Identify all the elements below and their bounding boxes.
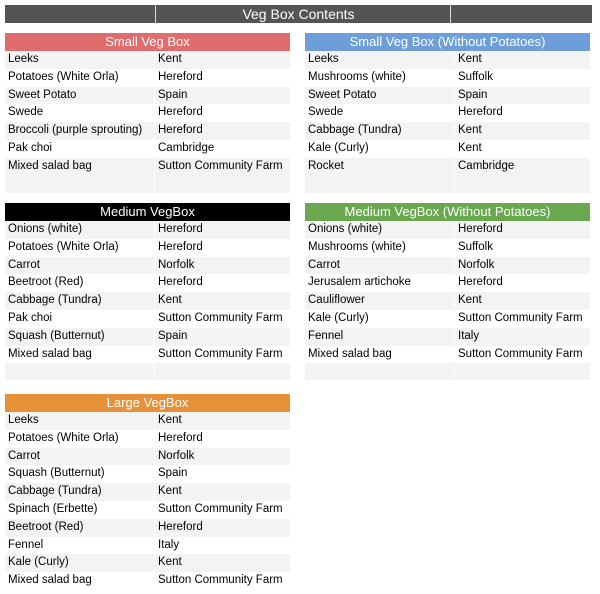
- table-row: [5, 465, 290, 483]
- vegetable-origin: Kent: [158, 294, 182, 307]
- vegetable-name: Mixed salad bag: [8, 347, 92, 360]
- vegetable-name: Kale (Curly): [308, 311, 369, 324]
- table-row: [305, 239, 590, 257]
- vegetable-origin: Kent: [458, 53, 482, 65]
- table-row: [5, 572, 290, 590]
- vegetable-name: Carrot: [8, 258, 40, 271]
- vegetable-name: Squash (Butternut): [8, 467, 105, 480]
- vegetable-origin: Kent: [158, 414, 182, 426]
- table-row: [305, 221, 590, 239]
- table-row: [5, 448, 290, 466]
- vegetable-name: Potatoes (White Orla): [8, 431, 119, 444]
- vegetable-name: Beetroot (Red): [8, 520, 84, 533]
- vegetable-origin: Sutton Community Farm: [158, 159, 283, 172]
- table-row: [5, 274, 290, 292]
- vegetable-name: Onions (white): [8, 223, 83, 235]
- small-veg-box-without-potatoes-table: [305, 33, 590, 193]
- vegetable-origin: Hereford: [158, 70, 203, 83]
- vegetable-origin: Hereford: [158, 276, 203, 289]
- table-row: [5, 122, 290, 140]
- table-row: [5, 483, 290, 501]
- vegetable-name: Sweet Potato: [8, 88, 77, 101]
- vegetable-origin: Hereford: [158, 240, 203, 253]
- vegetable-name: Mixed salad bag: [8, 574, 92, 587]
- vegetable-name: Swede: [308, 106, 344, 119]
- vegetable-name: Jerusalem artichoke: [308, 276, 411, 289]
- table-row: [305, 69, 590, 87]
- table-row: [305, 158, 590, 176]
- vegetable-origin: Sutton Community Farm: [158, 347, 283, 360]
- vegetable-origin: Spain: [458, 88, 488, 101]
- vegetable-name: Cabbage (Tundra): [308, 124, 402, 137]
- vegetable-name: Potatoes (White Orla): [8, 70, 119, 83]
- table-row: [5, 310, 290, 328]
- vegetable-name: Cabbage (Tundra): [8, 485, 102, 498]
- vegetable-origin: Sutton Community Farm: [158, 574, 283, 587]
- vegetable-origin: Kent: [458, 124, 482, 137]
- vegetable-origin: Kent: [158, 485, 182, 498]
- small-veg-box-table: [5, 33, 290, 193]
- vegetable-origin: Spain: [158, 329, 188, 342]
- table-row: [5, 292, 290, 310]
- vegetable-origin: Cambridge: [158, 141, 215, 154]
- vegetable-origin: Kent: [458, 294, 482, 307]
- vegetable-origin: Sutton Community Farm: [458, 347, 583, 360]
- table-row: [5, 87, 290, 105]
- box-header: Medium VegBox (Without Potatoes): [305, 203, 590, 221]
- vegetable-origin: Hereford: [458, 276, 503, 289]
- table-row: [5, 140, 290, 158]
- table-row: [5, 69, 290, 87]
- page-title: Veg Box Contents: [242, 6, 355, 22]
- table-row: [5, 158, 290, 176]
- vegetable-origin: Cambridge: [458, 159, 515, 172]
- empty-row: [5, 363, 290, 380]
- vegetable-origin: Hereford: [158, 124, 203, 137]
- vegetable-name: Fennel: [8, 538, 44, 551]
- table-row: [305, 51, 590, 69]
- vegetable-name: Kale (Curly): [8, 556, 69, 569]
- vegetable-name: Mushrooms (white): [308, 70, 406, 83]
- vegetable-origin: Sutton Community Farm: [158, 502, 283, 515]
- vegetable-origin: Suffolk: [458, 70, 493, 83]
- empty-row: [305, 363, 590, 380]
- vegetable-origin: Italy: [458, 329, 480, 342]
- table-row: [5, 501, 290, 519]
- page-title-bar: [5, 5, 592, 23]
- vegetable-name: Sweet Potato: [308, 88, 377, 101]
- vegetable-name: Onions (white): [308, 223, 383, 235]
- vegetable-name: Rocket: [308, 159, 344, 172]
- vegetable-name: Mixed salad bag: [308, 347, 392, 360]
- vegetable-name: Kale (Curly): [308, 141, 369, 154]
- box-header: Large VegBox: [5, 394, 290, 412]
- table-row: [5, 519, 290, 537]
- table-row: [5, 328, 290, 346]
- vegetable-name: Cauliflower: [308, 294, 365, 307]
- table-row: [305, 104, 590, 122]
- table-row: [305, 122, 590, 140]
- vegetable-name: Cabbage (Tundra): [8, 294, 102, 307]
- vegetable-name: Swede: [8, 106, 44, 119]
- vegetable-origin: Hereford: [158, 520, 203, 533]
- medium-vegbox-table: [5, 203, 290, 380]
- table-row: [305, 257, 590, 275]
- vegetable-name: Mushrooms (white): [308, 240, 406, 253]
- vegetable-origin: Suffolk: [458, 240, 493, 253]
- vegetable-origin: Hereford: [458, 223, 503, 235]
- table-row: [305, 140, 590, 158]
- vegetable-origin: Kent: [158, 556, 182, 569]
- vegetable-origin: Sutton Community Farm: [458, 311, 583, 324]
- table-row: [5, 412, 290, 430]
- vegetable-origin: Spain: [158, 467, 188, 480]
- vegetable-origin: Hereford: [158, 431, 203, 444]
- vegetable-origin: Hereford: [458, 106, 503, 119]
- empty-row: [305, 176, 590, 193]
- box-header: Small Veg Box: [5, 33, 290, 51]
- column-divider: [450, 5, 451, 23]
- table-row: [5, 346, 290, 364]
- vegetable-name: Squash (Butternut): [8, 329, 105, 342]
- box-header: Small Veg Box (Without Potatoes): [305, 33, 590, 51]
- large-vegbox-table: [5, 394, 290, 590]
- vegetable-name: Carrot: [8, 449, 40, 462]
- vegetable-name: Leeks: [8, 53, 39, 65]
- table-row: [5, 554, 290, 572]
- vegetable-name: Leeks: [308, 53, 339, 65]
- vegetable-origin: Spain: [158, 88, 188, 101]
- table-row: [5, 430, 290, 448]
- table-row: [5, 104, 290, 122]
- vegetable-origin: Kent: [458, 141, 482, 154]
- table-row: [5, 257, 290, 275]
- table-row: [305, 87, 590, 105]
- vegetable-origin: Norfolk: [158, 449, 195, 462]
- vegetable-name: Potatoes (White Orla): [8, 240, 119, 253]
- box-header: Medium VegBox: [5, 203, 290, 221]
- vegetable-name: Mixed salad bag: [8, 159, 92, 172]
- table-row: [305, 310, 590, 328]
- vegetable-name: Pak choi: [8, 141, 53, 154]
- table-row: [5, 51, 290, 69]
- table-row: [5, 239, 290, 257]
- vegetable-origin: Norfolk: [158, 258, 195, 271]
- empty-row: [5, 176, 290, 193]
- vegetable-name: Broccoli (purple sprouting): [8, 124, 143, 137]
- vegetable-name: Spinach (Erbette): [8, 502, 98, 515]
- vegetable-origin: Hereford: [158, 223, 203, 235]
- column-divider: [155, 5, 156, 23]
- vegetable-origin: Italy: [158, 538, 180, 551]
- vegetable-name: Beetroot (Red): [8, 276, 84, 289]
- vegetable-origin: Kent: [158, 53, 182, 65]
- table-row: [5, 537, 290, 555]
- vegetable-name: Leeks: [8, 414, 39, 426]
- table-row: [5, 221, 290, 239]
- table-row: [305, 274, 590, 292]
- vegetable-name: Fennel: [308, 329, 344, 342]
- medium-vegbox-without-potatoes-table: [305, 203, 590, 380]
- vegetable-name: Carrot: [308, 258, 340, 271]
- vegetable-name: Pak choi: [8, 311, 53, 324]
- vegetable-origin: Sutton Community Farm: [158, 311, 283, 324]
- table-row: [305, 346, 590, 364]
- table-row: [305, 292, 590, 310]
- vegetable-origin: Norfolk: [458, 258, 495, 271]
- vegetable-origin: Hereford: [158, 106, 203, 119]
- table-row: [305, 328, 590, 346]
